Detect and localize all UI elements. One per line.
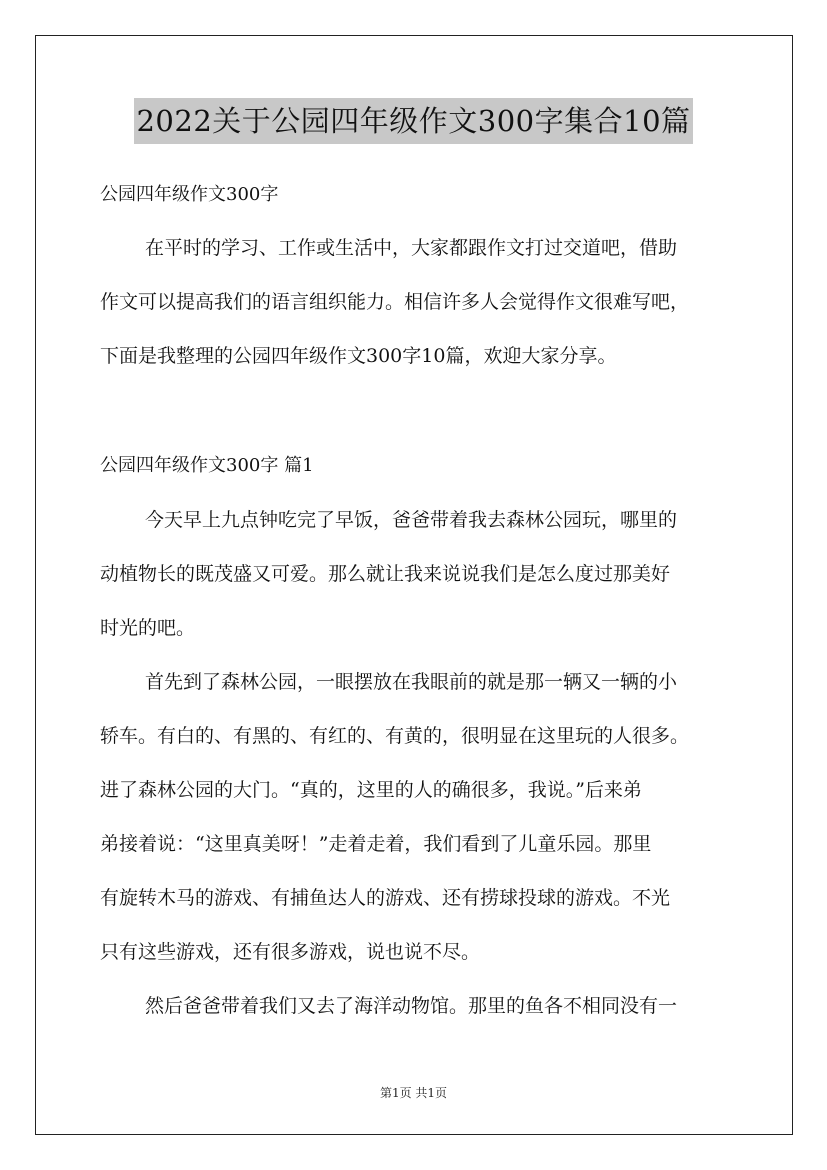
paragraph-line: 首先到了森林公园，一眼摆放在我眼前的就是那一辆又一辆的小 [145,671,678,693]
paragraph-line: 然后爸爸带着我们又去了海洋动物馆。那里的鱼各不相同没有一 [145,995,678,1017]
document-title: 2022关于公园四年级作文300字集合10篇 [134,98,692,144]
intro-line: 在平时的学习、工作或生活中，大家都跟作文打过交道吧，借助 [145,237,678,259]
title-container [0,98,827,144]
paragraph-line: 只有这些游戏，还有很多游戏，说也说不尽。 [100,941,481,963]
paragraph-line: 今天早上九点钟吃完了早饭，爸爸带着我去森林公园玩，哪里的 [145,509,678,531]
intro-heading: 公园四年级作文300字 [100,184,279,205]
intro-line: 下面是我整理的公园四年级作文300字10篇，欢迎大家分享。 [100,345,617,367]
intro-line: 作文可以提高我们的语言组织能力。相信许多人会觉得作文很难写吧， [100,291,690,313]
paragraph-line: 动植物长的既茂盛又可爱。那么就让我来说说我们是怎么度过那美好 [100,563,671,585]
paragraph-line: 弟接着说：“这里真美呀！”走着走着，我们看到了儿童乐园。那里 [100,833,652,855]
paragraph-line: 有旋转木马的游戏、有捕鱼达人的游戏、还有捞球投球的游戏。不光 [100,887,671,909]
page-footer: 第1页 共1页 [379,1086,448,1100]
paragraph-line: 轿车。有白的、有黑的、有红的、有黄的，很明显在这里玩的人很多。 [100,725,690,747]
paragraph-line: 进了森林公园的大门。“真的，这里的人的确很多，我说。”后来弟 [100,779,642,801]
paragraph-line: 时光的吧。 [100,617,196,639]
section-heading: 公园四年级作文300字 篇1 [100,455,314,476]
